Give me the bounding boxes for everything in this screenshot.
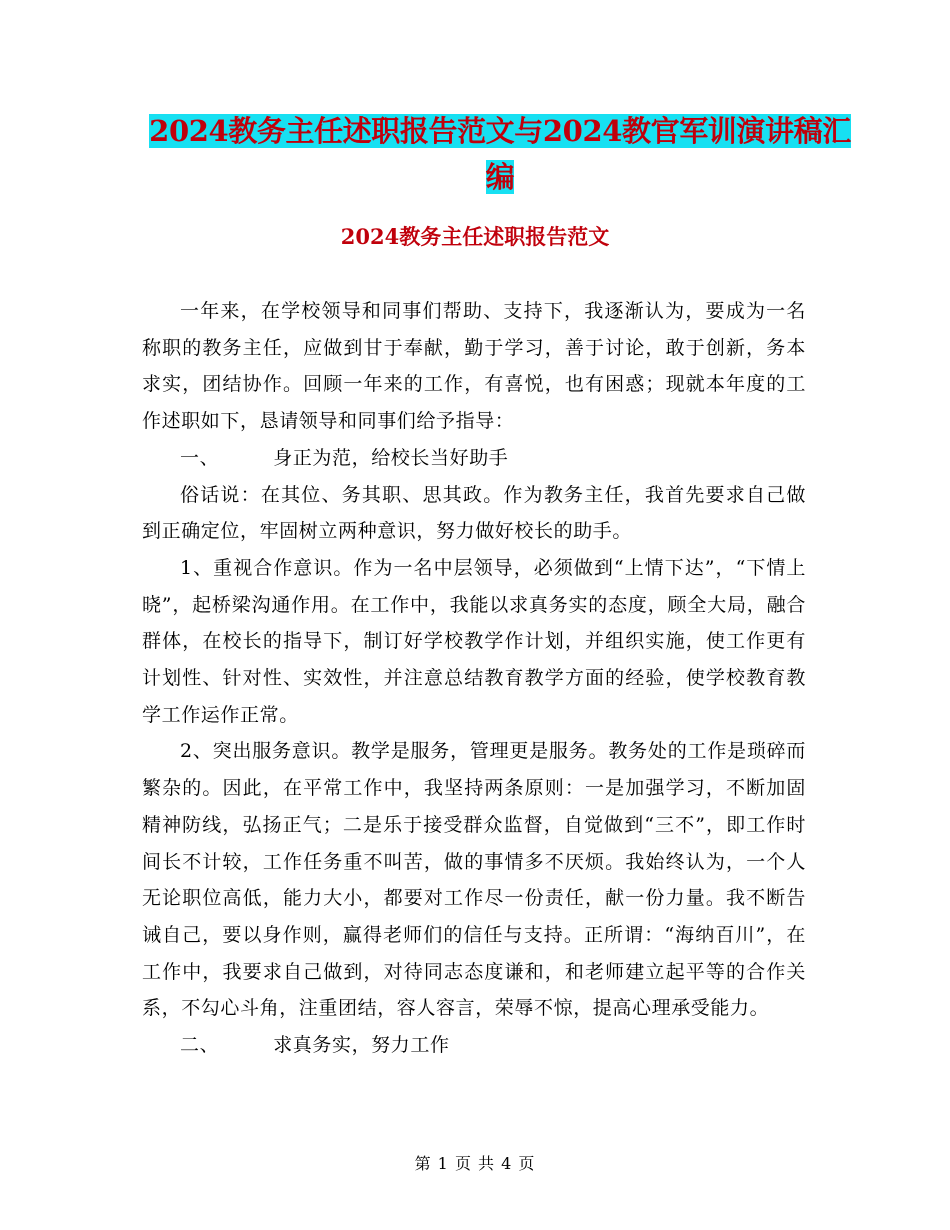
title-line-1: 2024教务主任述职报告范文与2024教官军训演讲稿汇 (149, 114, 851, 148)
paragraph-cooperation: 1、重视合作意识。作为一名中层领导，必须做到“上情下达”，“下情上晓”，起桥梁沟通作用。在工作中，我能以求真务实的态度，顾全大局，融合群体，在校长的指导下，制订好学校教学作计划，并组织实施，使工作更有计划性、针对性、实效性，并注意总结教育教学方面的经验，使学校教育教学工作运作正常。 (142, 556, 806, 726)
section-subtitle: 2024教务主任述职报告范文 (340, 224, 610, 249)
section-title-1: 身正为范，给校长当好助手 (273, 446, 509, 469)
title-line-2: 编 (485, 160, 515, 194)
section-number-1: 一、 (180, 446, 220, 469)
section-number-2: 二、 (180, 1034, 220, 1057)
section-title-2: 求真务实，努力工作 (273, 1034, 450, 1057)
document-title (140, 108, 860, 200)
page-footer: 第 1 页 共 4 页 (414, 1154, 536, 1173)
paragraph-intro: 一年来，在学校领导和同事们帮助、支持下，我逐渐认为，要成为一名称职的教务主任，应做到甘于奉献，勤于学习，善于讨论，敢于创新，务本求实，团结协作。回顾一年来的工作，有喜悦，也有困惑；现就本年度的工作述职如下，恳请领导和同事们给予指导： (142, 300, 806, 433)
section-heading-2 (142, 1027, 806, 1064)
document-body (142, 293, 806, 1064)
paragraph-service: 2、突出服务意识。教学是服务，管理更是服务。教务处的工作是琐碎而繁杂的。因此，在平常工作中，我坚持两条原则：一是加强学习，不断加固精神防线，弘扬正气；二是乐于接受群众监督，自觉做到“三不”，即工作时间长不计较，工作任务重不叫苦，做的事情多不厌烦。我始终认为，一个人无论职位高低，能力大小，都要对工作尽一份责任，献一份力量。我不断告诫自己，要以身作则，赢得老师们的信任与支持。正所谓：“海纳百川”，在工作中，我要求自己做到，对待同志态度谦和，和老师建立起平等的合作关系，不勾心斗角，注重团结，容人容言，荣辱不惊，提高心理承受能力。 (142, 740, 806, 1020)
paragraph-proverb: 俗话说：在其位、务其职、思其政。作为教务主任，我首先要求自己做到正确定位，牢固树立两种意识，努力做好校长的助手。 (142, 483, 806, 543)
section-heading-1 (142, 440, 806, 477)
